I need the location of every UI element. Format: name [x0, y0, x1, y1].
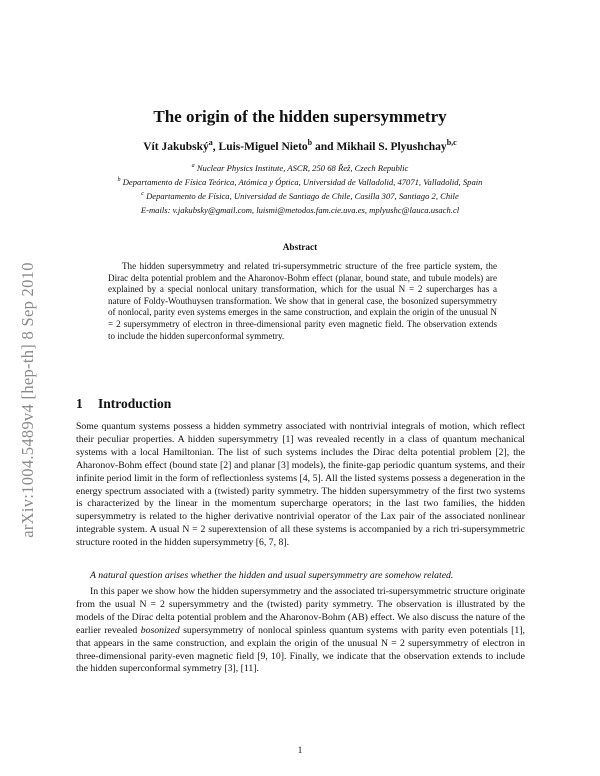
author-name: Mikhail S. Plyushchay [336, 141, 447, 153]
author-separator: , [212, 141, 219, 153]
author-mark: b [307, 138, 313, 148]
section-heading [76, 396, 171, 412]
paragraph-text: supersymmetry of nonlocal spinless quantum systems with parity even potentials [1], that appears in the same construction, and explain the origin of the unusual N = 2 supersymmetry of electron in three-dimensional parity-even magnetic field [9, 10]. Finally, we indicate that the observation extends to include the hidden superconformal symmetry [3], [11]. [76, 624, 525, 675]
arxiv-stamp [8, 210, 48, 590]
author-name: Luis-Miguel Nieto [218, 141, 308, 153]
affiliation-text: Departamento de Física, Universidad de Santiago de Chile, Casilla 307, Santiago 2, Chile [146, 191, 459, 201]
arxiv-id: arXiv:1004.5489v4 [hep-th] 8 Sep 2010 [18, 262, 37, 538]
page-number: 1 [297, 746, 303, 756]
author-list [0, 138, 600, 153]
intro-paragraph-2 [76, 586, 525, 676]
author-mark: a [208, 138, 213, 148]
affiliation-mark: b [117, 177, 121, 184]
email-line: E-mails: v.jakubsky@gmail.com, luismi@metodos.fam.cie.uva.es, mplyushc@lauca.usach.cl [140, 205, 460, 215]
affiliation [0, 177, 600, 187]
paragraph-text: In this paper we show how the hidden supersymmetry and the associated tri-supersymmetric structure originate from the usual N = 2 supersymmetry and the (twisted) parity symmetry. The observation is illustrated by the models of the Dirac delta potential problem and the Aharonov-Bohm (AB) effect. We also discuss the nature of the earlier revealed [76, 586, 525, 636]
paper-title: The origin of the hidden supersymmetry [153, 107, 447, 126]
abstract-heading: Abstract [282, 243, 318, 253]
affiliation-text: Departamento de Física Teórica, Atómica y Óptica, Universidad de Valladolid, 47071, Valladolid, Spain [122, 177, 483, 187]
emphasis-text: bosonized [140, 624, 180, 636]
intro-italic-question: A natural question arises whether the hidden and usual supersymmetry are somehow related. [90, 570, 454, 581]
intro-paragraph: Some quantum systems possess a hidden symmetry associated with nontrivial integrals of motion, which reflect their peculiar properties. A hidden supersymmetry [1] was revealed recently in a class of quantum mechanical systems with a local Hamiltonian. The list of such systems includes the Dirac delta potential problem [2], the Aharonov-Bohm effect (bound state [2] and planar [3] models), the finite-gap periodic quantum systems, and their infinite period limit in the form of reflectionless systems [4, 5]. All the listed systems possess a degeneration in the energy spectrum associated with a (twisted) parity symmetry. The hidden supersymmetry of the first two systems is characterized by the linear in the momentum supercharge operators; in the last two families, the hidden supersymmetry is related to the higher derivative nontrivial operator of the Lax pair of the associated nonlinear integrable system. A usual N = 2 superextension of all these systems is accompanied by a rich tri-supersymmetric structure rooted in the hidden supersymmetry [6, 7, 8]. [76, 421, 525, 549]
affiliation-mark: c [141, 191, 144, 198]
author-name: Vít Jakubský [143, 141, 209, 153]
affiliation-text: Nuclear Physics Institute, ASCR, 250 68 Řež, Czech Republic [196, 163, 409, 173]
author-separator: and [312, 141, 337, 153]
abstract-text: The hidden supersymmetry and related tri-supersymmetric structure of the free particle system, the Dirac delta potential problem and the Aharonov-Bohm effect (planar, bound state, and tubule models) are explained by a special nonlocal unitary transformation, which for the usual N = 2 supercharges has a nature of Foldy-Wouthuysen transformation. We show that in general case, the bosonized supersymmetry of nonlocal, parity even systems emerges in the same construction, and explain the origin of the unusual N = 2 supersymmetry of electron in three-dimensional parity even magnetic field. The observation extends to include the hidden superconformal symmetry. [108, 261, 497, 341]
section-title: Introduction [98, 396, 172, 411]
section-number: 1 [76, 396, 83, 411]
author-mark: b,c [446, 138, 457, 148]
affiliation-mark: a [191, 163, 195, 170]
affiliation [0, 163, 600, 173]
affiliation [0, 191, 600, 201]
